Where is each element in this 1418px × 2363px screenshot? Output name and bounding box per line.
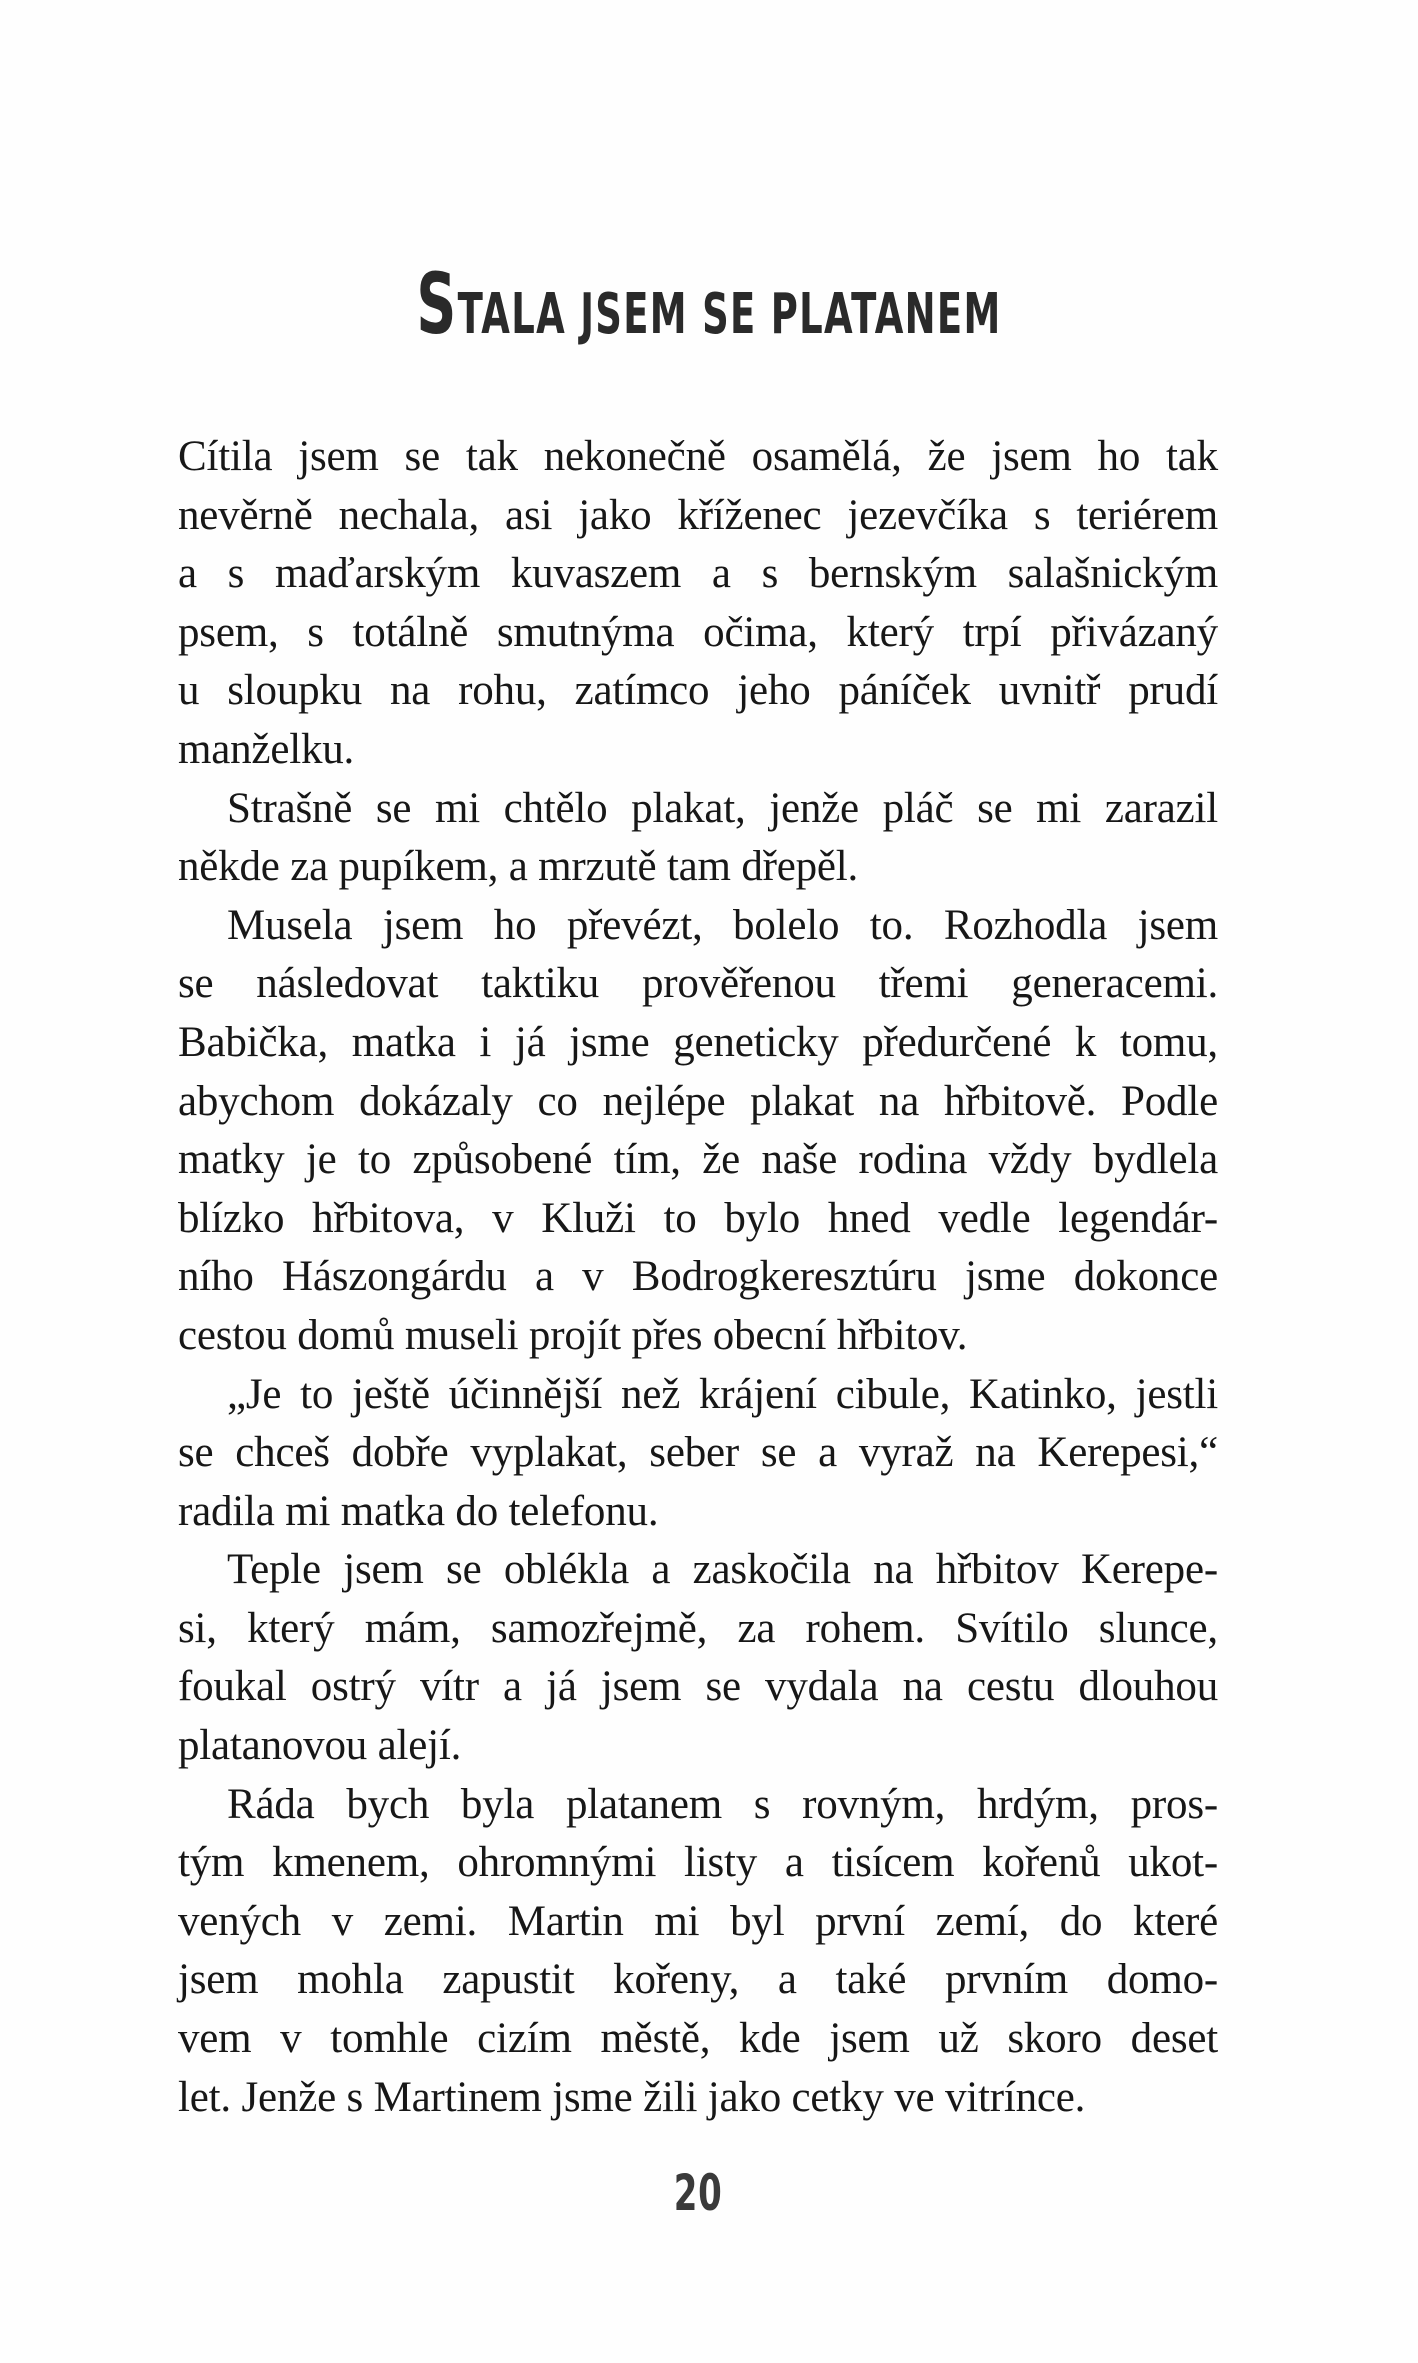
chapter-title-text: TALA JSEM SE PLATANEM: [457, 282, 1002, 347]
text-line: a s maďarským kuvaszem a s bernským salašnickým: [178, 550, 1218, 598]
paragraph: [178, 1776, 1218, 2128]
text-line: blízko hřbitova, v Kluži to bylo hned vedle legendár-: [178, 1194, 1218, 1242]
text-line: foukal ostrý vítr a já jsem se vydala na cestu dlouhou: [178, 1663, 1218, 1711]
paragraph: [178, 897, 1218, 1366]
body-text: [178, 428, 1218, 2127]
paragraph: [178, 1366, 1218, 1542]
text-line: radila mi matka do telefonu.: [178, 1487, 659, 1535]
paragraph: [178, 1541, 1218, 1775]
text-line: let. Jenže s Martinem jsme žili jako cetky ve vitrínce.: [178, 2073, 1086, 2121]
text-line: psem, s totálně smutnýma očima, který trpí přivázaný: [178, 608, 1218, 656]
text-line: vem v tomhle cizím městě, kde jsem už skoro deset: [178, 2015, 1218, 2063]
text-line: Ráda bych byla platanem s rovným, hrdým, pros-: [227, 1780, 1218, 1828]
text-line: nevěrně nechala, asi jako kříženec jezevčíka s teriérem: [178, 491, 1218, 539]
text-line: matky je to způsobené tím, že naše rodina vždy bydlela: [178, 1136, 1218, 1184]
text-line: Musela jsem ho převézt, bolelo to. Rozhodla jsem: [227, 901, 1218, 949]
paragraph: [178, 780, 1218, 897]
text-line: vených v zemi. Martin mi byl první zemí, do které: [178, 1897, 1218, 1945]
text-line: někde za pupíkem, a mrzutě tam dřepěl.: [178, 843, 859, 891]
text-line: Strašně se mi chtělo plakat, jenže pláč se mi zarazil: [227, 784, 1218, 832]
page-number: 20: [673, 2164, 723, 2222]
text-line: jsem mohla zapustit kořeny, a také prvním domo-: [178, 1956, 1218, 2004]
text-line: abychom dokázaly co nejlépe plakat na hřbitově. Podle: [178, 1077, 1218, 1125]
text-line: ního Hászongárdu a v Bodrogkeresztúru jsme dokonce: [178, 1253, 1218, 1301]
text-line: tým kmenem, ohromnými listy a tisícem kořenů ukot-: [178, 1839, 1218, 1887]
text-line: u sloupku na rohu, zatímco jeho páníček uvnitř prudí: [178, 667, 1218, 715]
text-line: manželku.: [178, 725, 355, 773]
text-line: Babička, matka i já jsme geneticky předurčené k tomu,: [178, 1018, 1218, 1066]
text-line: se chceš dobře vyplakat, seber se a vyraž na Kerepesi,“: [178, 1429, 1218, 1477]
text-line: platanovou alejí.: [178, 1722, 462, 1770]
text-line: si, který mám, samozřejmě, za rohem. Svítilo slunce,: [178, 1604, 1218, 1652]
paragraph: [178, 428, 1218, 780]
text-line: „Je to ještě účinnější než krájení cibule, Katinko, jestli: [227, 1370, 1218, 1418]
chapter-title: [241, 255, 1177, 353]
chapter-title-initial: S: [416, 255, 458, 353]
text-line: se následovat taktiku prověřenou třemi generacemi.: [178, 960, 1218, 1008]
text-line: cestou domů museli projít přes obecní hřbitov.: [178, 1311, 968, 1359]
text-line: Cítila jsem se tak nekonečně osamělá, že jsem ho tak: [178, 433, 1218, 480]
text-line: Teple jsem se oblékla a zaskočila na hřbitov Kerepe-: [227, 1546, 1218, 1594]
